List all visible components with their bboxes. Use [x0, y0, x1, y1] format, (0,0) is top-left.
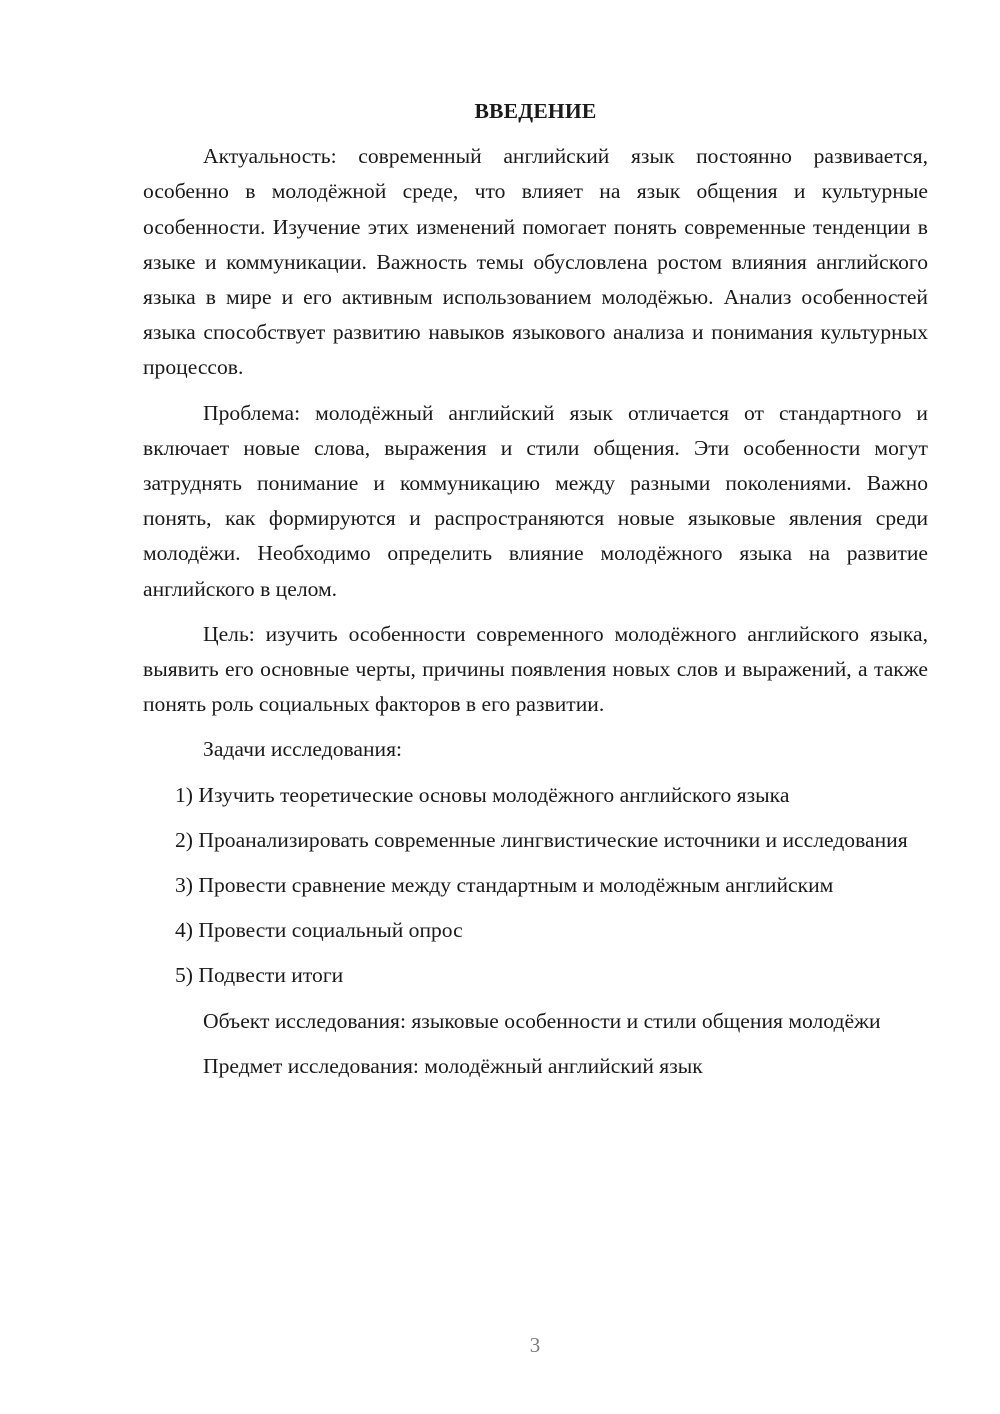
page-number: 3: [529, 1333, 541, 1357]
task-item-1: 1) Изучить теоретические основы молодёжного английского языка: [175, 782, 790, 807]
page-title: ВВЕДЕНИЕ: [474, 99, 597, 123]
paragraph-problem: Проблема: молодёжный английский язык отличается от стандартного и включает новые слова, выражения и стили общения. Эти особенности могут затруднять понимание и коммуникацию между разными поколениями. Важно понять, как формируются и распространяются новые языковые явления среди молодёжи. Необходимо определить влияние молодёжного языка на развитие английского в целом.: [143, 400, 928, 601]
paragraph-relevance: Актуальность: современный английский язык постоянно развивается, особенно в молодёжной среде, что влияет на язык общения и культурные особенности. Изучение этих изменений помогает понять современные тенденции в языке и коммуникации. Важность темы обусловлена ростом влияния английского языка в мире и его активным использованием молодёжью. Анализ особенностей языка способствует развитию навыков языкового анализа и понимания культурных процессов.: [143, 144, 928, 380]
paragraph-object: Объект исследования: языковые особенности и стили общения молодёжи: [203, 1008, 881, 1033]
task-item-4: 4) Провести социальный опрос: [175, 918, 463, 943]
task-item-3: 3) Провести сравнение между стандартным и молодёжным английским: [175, 873, 834, 898]
document-body: [143, 94, 928, 1094]
paragraph-goal: Цель: изучить особенности современного молодёжного английского языка, выявить его основные черты, причины появления новых слов и выражений, а также понять роль социальных факторов в его развитии.: [143, 621, 928, 717]
paragraph-subject: Предмет исследования: молодёжный английский язык: [203, 1053, 703, 1078]
task-item-2: 2) Проанализировать современные лингвистические источники и исследования: [175, 827, 908, 852]
task-item-5: 5) Подвести итоги: [175, 963, 344, 988]
tasks-heading: Задачи исследования:: [203, 737, 403, 762]
